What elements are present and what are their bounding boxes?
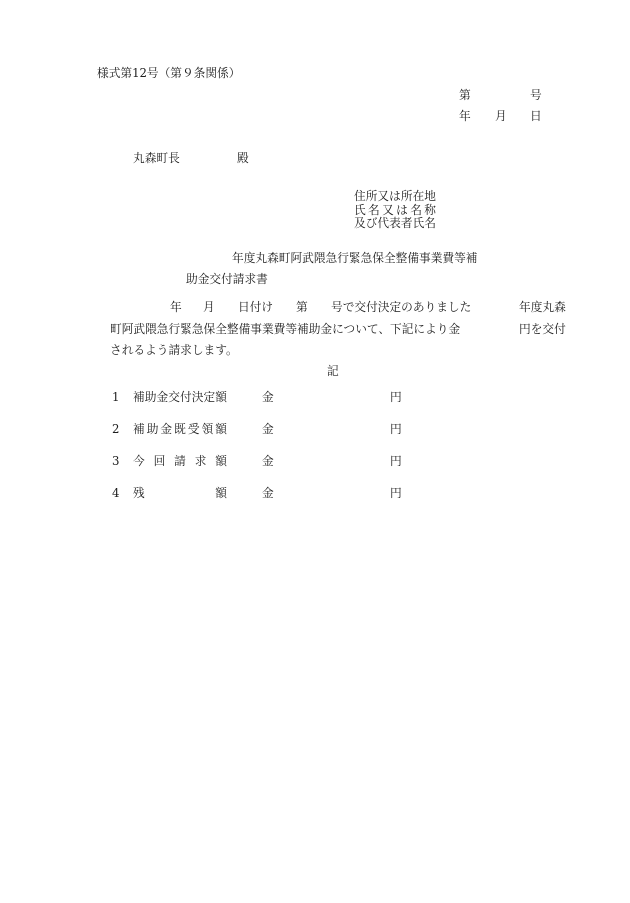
body-month-label: 月 — [203, 300, 215, 314]
item-label: 残額 — [133, 486, 227, 500]
date-day-label: 日 — [530, 109, 542, 123]
body-line3-text: されるよう請求します。 — [110, 343, 238, 357]
applicant-address-label: 住所又は所在地 — [354, 189, 436, 203]
addressee-name: 丸森町長 — [133, 151, 180, 165]
item-number: 4 — [112, 486, 120, 500]
item-amount-prefix: 金 — [262, 486, 274, 500]
item-amount-prefix: 金 — [262, 422, 274, 436]
applicant-representative-label: 及び代表者氏名 — [354, 216, 436, 230]
item-amount-suffix: 円 — [390, 422, 402, 436]
body-day-label: 日付け — [238, 300, 274, 314]
item-number: 3 — [112, 454, 120, 468]
body-year-label: 年 — [170, 300, 182, 314]
item-amount-suffix: 円 — [390, 486, 402, 500]
list-item — [0, 486, 630, 500]
document-title-line2: 助金交付請求書 — [186, 272, 268, 286]
item-label: 補助金交付決定額 — [133, 390, 227, 404]
document-number-prefix: 第 — [459, 88, 471, 102]
body-line2-yen-text: 円を交付 — [519, 322, 566, 336]
item-amount-suffix: 円 — [390, 390, 402, 404]
item-amount-suffix: 円 — [390, 454, 402, 468]
body-line2-text: 町阿武隈急行緊急保全整備事業費等補助金について、下記により金 — [110, 322, 461, 336]
list-item — [0, 454, 630, 468]
addressee-honorific: 殿 — [237, 151, 249, 165]
document-number-suffix: 号 — [530, 88, 542, 102]
item-number: 1 — [112, 390, 120, 404]
body-fiscal-year-text: 年度丸森 — [519, 300, 566, 314]
item-amount-prefix: 金 — [262, 390, 274, 404]
list-item — [0, 390, 630, 404]
item-label: 今回請求額 — [133, 454, 227, 468]
ki-heading: 記 — [327, 364, 339, 378]
body-decision-text: 号で交付決定のありました — [331, 300, 472, 314]
date-year-label: 年 — [459, 109, 471, 123]
body-number-prefix: 第 — [296, 300, 308, 314]
document-title-line1: 年度丸森町阿武隈急行緊急保全整備事業費等補 — [232, 251, 478, 265]
item-amount-prefix: 金 — [262, 454, 274, 468]
form-number: 様式第12号（第９条関係） — [97, 66, 241, 80]
item-label: 補助金既受領額 — [133, 422, 227, 436]
applicant-name-label: 氏名又は名称 — [354, 203, 436, 217]
list-item — [0, 422, 630, 436]
date-month-label: 月 — [495, 109, 507, 123]
item-number: 2 — [112, 422, 120, 436]
